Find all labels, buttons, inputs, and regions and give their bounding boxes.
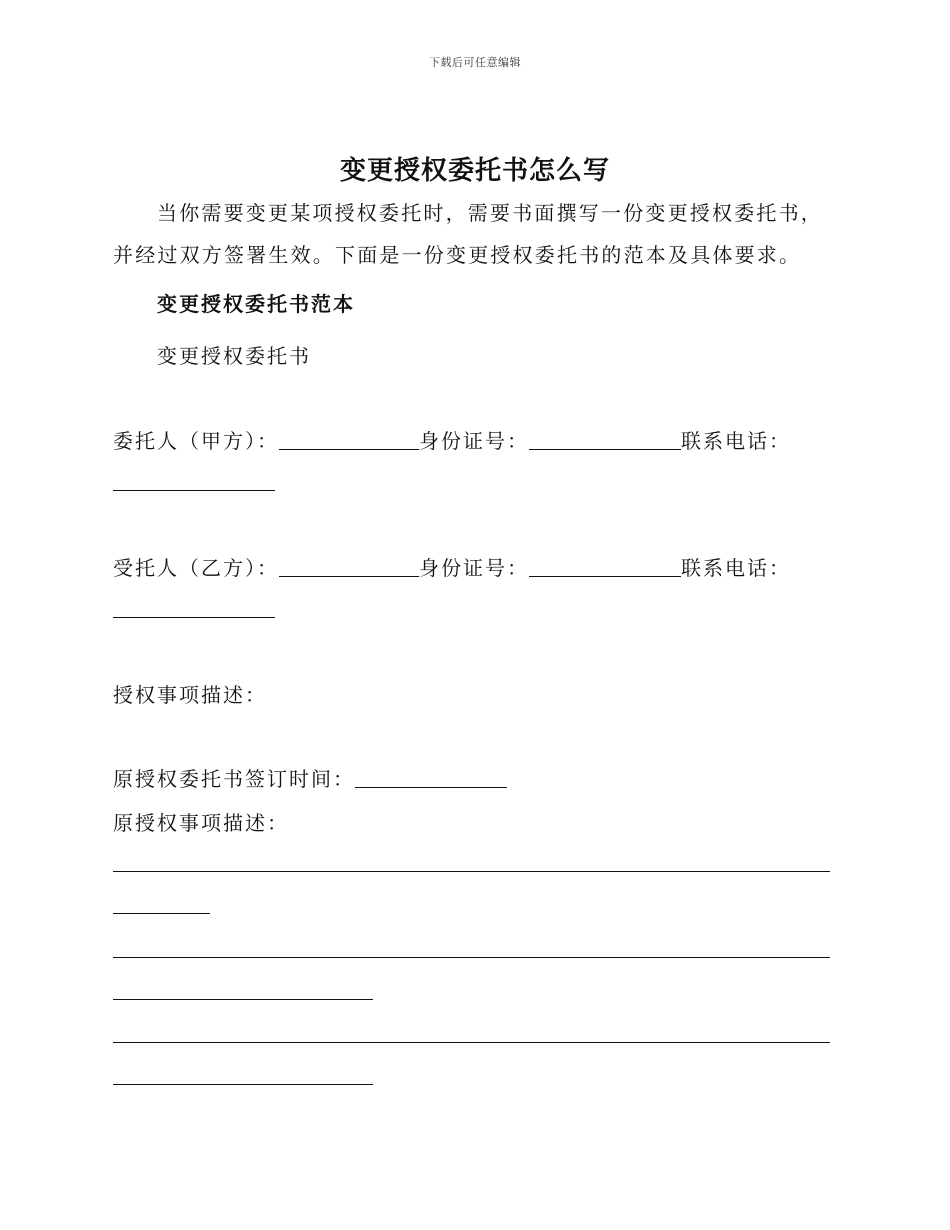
- document-title: 变更授权委托书怎么写: [339, 156, 610, 186]
- party-a-name-blank[interactable]: [279, 429, 419, 450]
- intro-paragraph: 当你需要变更某项授权委托时，需要书面撰写一份变更授权委托书，并经过双方签署生效。下面是一份变更授权委托书的范本及具体要求。: [113, 201, 823, 267]
- original-date-label: 原授权委托书签订时间：: [113, 767, 355, 791]
- party-a-row: [113, 427, 791, 455]
- doc-name: 变更授权委托书: [157, 344, 311, 368]
- party-a-label: 委托人（甲方）：: [113, 429, 279, 453]
- party-a-id-label: 身份证号：: [419, 429, 529, 453]
- party-b-id-blank[interactable]: [529, 556, 681, 577]
- writing-line-3-cont[interactable]: [113, 1084, 373, 1085]
- party-b-phone-blank[interactable]: [113, 617, 275, 618]
- writing-line-2-cont[interactable]: [113, 999, 373, 1000]
- party-a-id-blank[interactable]: [529, 429, 681, 450]
- party-a-phone-label: 联系电话：: [681, 429, 791, 453]
- original-date-row: [113, 765, 507, 793]
- party-b-phone-label: 联系电话：: [681, 556, 791, 580]
- original-date-blank[interactable]: [355, 767, 507, 788]
- header-note: 下载后可任意编辑: [429, 56, 521, 69]
- writing-line-2[interactable]: [113, 957, 830, 958]
- writing-line-3[interactable]: [113, 1042, 830, 1043]
- writing-line-1-cont[interactable]: [113, 913, 210, 914]
- writing-line-1[interactable]: [113, 871, 830, 872]
- section-heading: 变更授权委托书范本: [157, 292, 355, 316]
- party-b-label: 受托人（乙方）：: [113, 556, 279, 580]
- party-b-name-blank[interactable]: [279, 556, 419, 577]
- original-matter-label: 原授权事项描述：: [113, 811, 289, 835]
- party-a-phone-blank[interactable]: [113, 490, 275, 491]
- party-b-row: [113, 554, 791, 582]
- matter-label: 授权事项描述：: [113, 683, 267, 707]
- party-b-id-label: 身份证号：: [419, 556, 529, 580]
